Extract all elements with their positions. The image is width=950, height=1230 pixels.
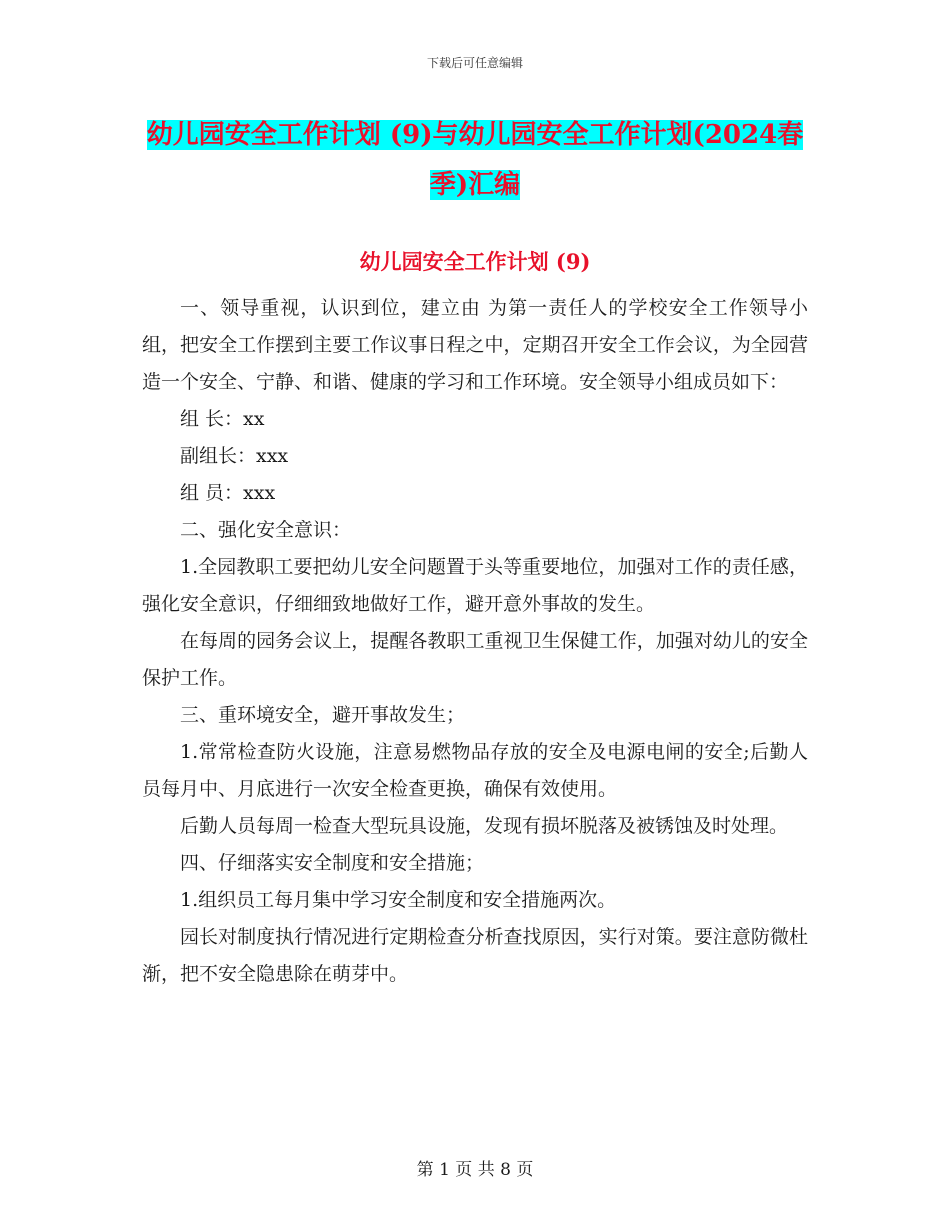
section-title: 幼儿园安全工作计划 (9) [359,249,591,274]
header-note: 下载后可任意编辑 [426,56,523,70]
page-number-footer: 第 1 页 共 8 页 [416,1160,534,1180]
paragraph: 1.常常检查防火设施，注意易燃物品存放的安全及电源电闸的安全;后勤人员每月中、月底进行一次安全检查更换，确保有效使用。 [142,741,808,800]
document-title-text: 幼儿园安全工作计划 (9)与幼儿园安全工作计划(2024春季)汇编 [146,120,804,200]
document-title [140,110,810,210]
paragraph: 后勤人员每周一检查大型玩具设施，发现有损坏脱落及被锈蚀及时处理。 [180,815,789,837]
paragraph: 组 员：xxx [180,482,276,504]
paragraph: 1.全园教职工要把幼儿安全问题置于头等重要地位，加强对工作的责任感，强化安全意识，仔细细致地做好工作，避开意外事故的发生。 [142,556,808,615]
paragraph: 组 长：xx [180,408,265,430]
paragraph: 三、重环境安全，避开事故发生； [180,704,466,726]
paragraph: 在每周的园务会议上，提醒各教职工重视卫生保健工作，加强对幼儿的安全保护工作。 [142,630,808,689]
paragraph: 园长对制度执行情况进行定期检查分析查找原因，实行对策。要注意防微杜渐，把不安全隐患除在萌芽中。 [142,926,808,985]
paragraph: 二、强化安全意识： [180,519,352,541]
paragraph: 一、领导重视，认识到位，建立由 为第一责任人的学校安全工作领导小组，把安全工作摆到主要工作议事日程之中，定期召开安全工作会议，为全园营造一个安全、宁静、和谐、健康的学习和工作环境。安全领导小组成员如下： [142,297,808,393]
paragraph: 四、仔细落实安全制度和安全措施； [180,852,485,874]
paragraph: 1.组织员工每月集中学习安全制度和安全措施两次。 [180,889,617,911]
paragraph: 副组长：xxx [180,445,289,467]
document-body [142,290,808,993]
